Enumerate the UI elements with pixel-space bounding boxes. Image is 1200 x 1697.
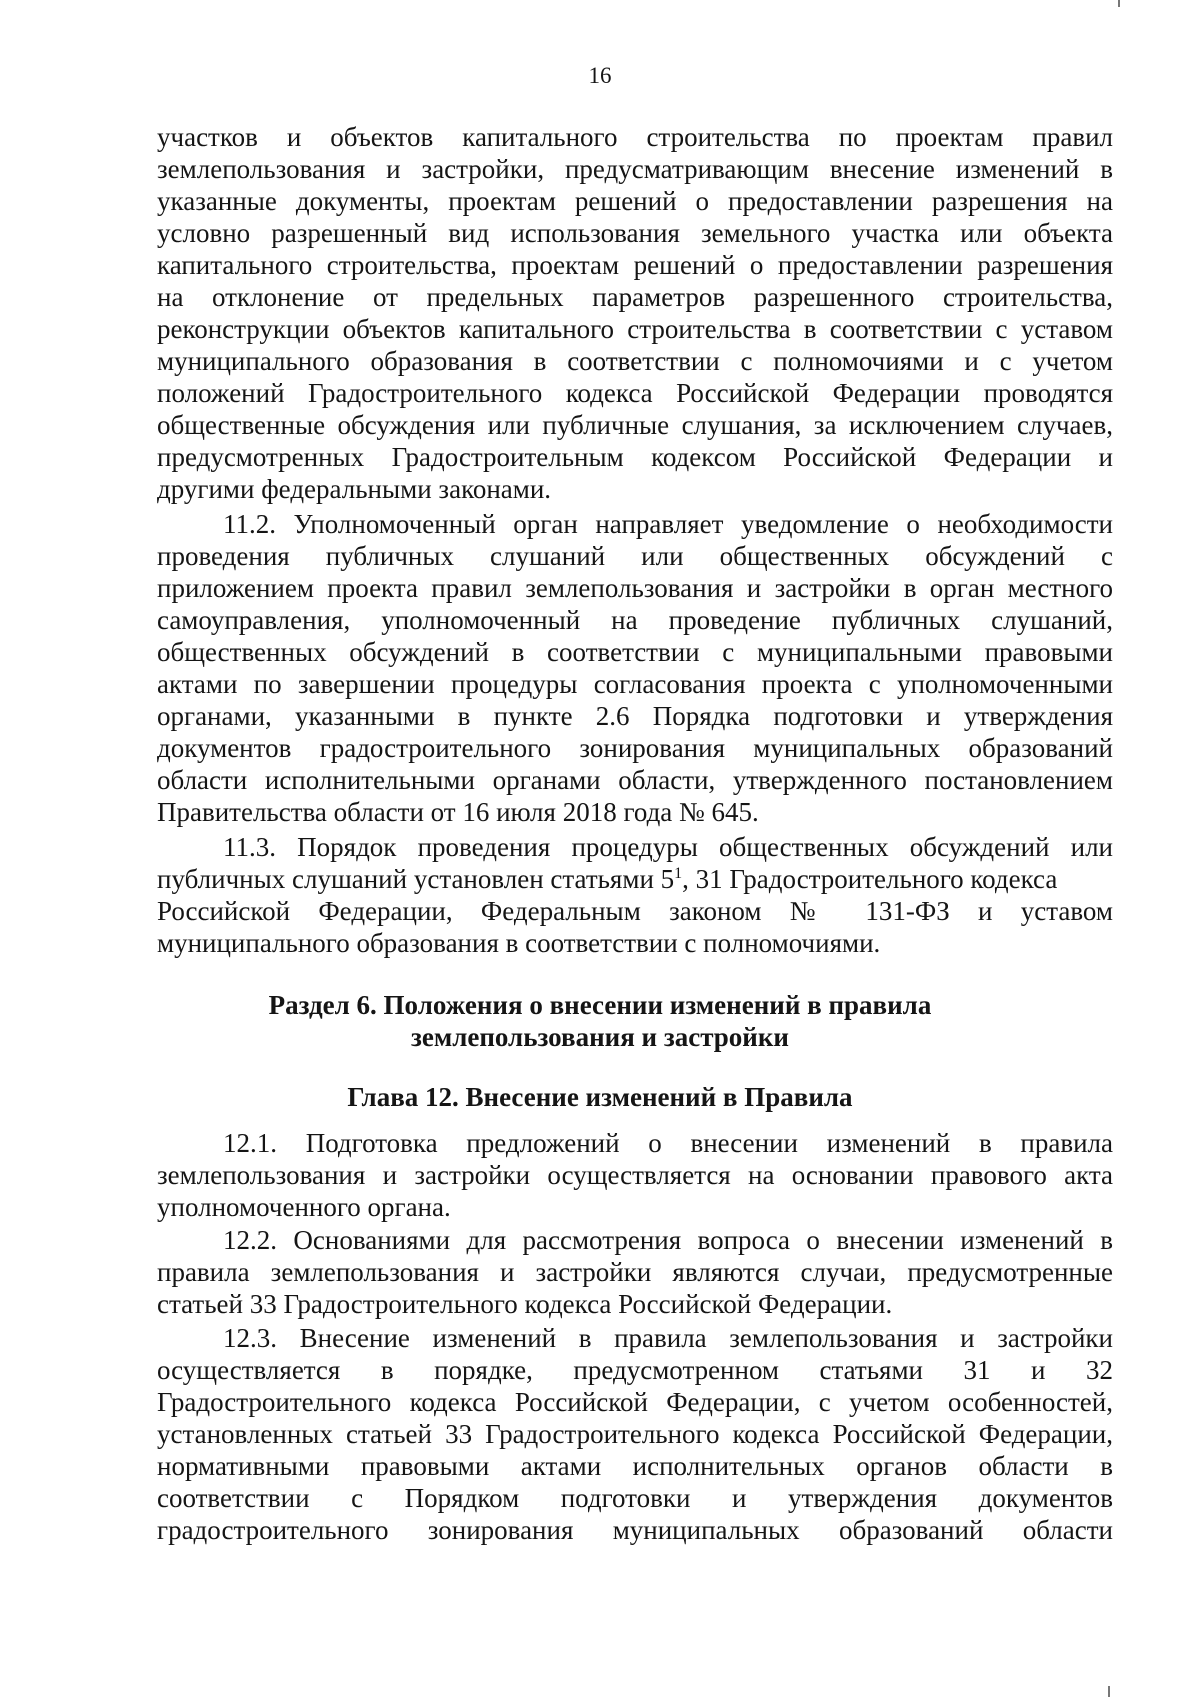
text-line: на отклонение от предельных параметров разрешенного строительства, — [157, 282, 1113, 312]
text-line: другими федеральными законами. — [157, 474, 552, 504]
text-line: области исполнительными органами области, утвержденного постановлением — [157, 765, 1113, 795]
text-line: самоуправления, уполномоченный на проведение публичных слушаний, — [157, 605, 1113, 635]
text-line: органами, указанными в пункте 2.6 Порядка подготовки и утверждения — [157, 701, 1113, 731]
text-line: документов градостроительного зонирования муниципальных образований — [157, 733, 1113, 763]
section-heading-line-1: Раздел 6. Положения о внесении изменений в правила — [268, 990, 932, 1020]
text-line: муниципального образования в соответствии с полномочиями и с учетом — [157, 346, 1113, 376]
chapter-heading: Глава 12. Внесение изменений в Правила — [347, 1082, 853, 1112]
text-line: муниципального образования в соответствии с полномочиями. — [157, 928, 881, 958]
text-line: приложением проекта правил землепользования и застройки в орган местного — [157, 573, 1113, 603]
superscript-index: 1 — [674, 865, 683, 882]
text-line: статьей 33 Градостроительного кодекса Российской Федерации. — [157, 1289, 893, 1319]
text-line-with-superscript — [157, 863, 1113, 895]
text-line: Правительства области от 16 июля 2018 года № 645. — [157, 797, 759, 827]
text-line: землепользования и застройки, предусматривающим внесение изменений в — [157, 154, 1113, 184]
text-line: градостроительного зонирования муниципальных образований области — [157, 1515, 1113, 1545]
text-line: капитального строительства, проектам решений о предоставлении разрешения — [157, 250, 1113, 280]
text-line: 12.2. Основаниями для рассмотрения вопроса о внесении изменений в — [223, 1225, 1113, 1255]
text-line: предусмотренных Градостроительным кодексом Российской Федерации и — [157, 442, 1113, 472]
text-line: положений Градостроительного кодекса Российской Федерации проводятся — [157, 378, 1113, 408]
text-line: 11.2. Уполномоченный орган направляет уведомление о необходимости — [223, 509, 1113, 539]
text-line: правила землепользования и застройки являются случаи, предусмотренные — [157, 1257, 1113, 1287]
text-line: указанные документы, проектам решений о предоставлении разрешения на — [157, 186, 1113, 216]
text-line: установленных статьей 33 Градостроительного кодекса Российской Федерации, — [157, 1419, 1113, 1449]
text-line: Российской Федерации, Федеральным законом № 131-ФЗ и уставом — [157, 896, 1113, 926]
text-line: участков и объектов капитального строительства по проектам правил — [157, 122, 1113, 152]
scan-corner-mark-bottom — [1108, 1686, 1110, 1697]
text-line: 12.3. Внесение изменений в правила землепользования и застройки — [223, 1323, 1113, 1353]
text-segment: публичных слушаний установлен статьями 5 — [157, 864, 675, 894]
text-line: общественных обсуждений в соответствии с муниципальными правовыми — [157, 637, 1113, 667]
text-line: актами по завершении процедуры согласования проекта с уполномоченными — [157, 669, 1113, 699]
page-number: 16 — [588, 63, 612, 88]
section-heading-line-2: землепользования и застройки — [411, 1022, 789, 1052]
text-line: соответствии с Порядком подготовки и утверждения документов — [157, 1483, 1113, 1513]
text-line: проведения публичных слушаний или общественных обсуждений с — [157, 541, 1113, 571]
text-segment: , 31 Градостроительного кодекса — [682, 864, 1058, 894]
text-line: реконструкции объектов капитального строительства в соответствии с уставом — [157, 314, 1113, 344]
text-line: 11.3. Порядок проведения процедуры общественных обсуждений или — [223, 832, 1113, 862]
text-line: общественные обсуждения или публичные слушания, за исключением случаев, — [157, 410, 1113, 440]
text-line: Градостроительного кодекса Российской Федерации, с учетом особенностей, — [157, 1387, 1113, 1417]
text-line: 12.1. Подготовка предложений о внесении изменений в правила — [223, 1128, 1113, 1158]
text-line: условно разрешенный вид использования земельного участка или объекта — [157, 218, 1113, 248]
scan-corner-mark-top — [1118, 0, 1120, 7]
text-line: осуществляется в порядке, предусмотренном статьями 31 и 32 — [157, 1355, 1113, 1385]
text-line: уполномоченного органа. — [157, 1192, 451, 1222]
text-line: землепользования и застройки осуществляется на основании правового акта — [157, 1160, 1113, 1190]
text-line: нормативными правовыми актами исполнительных органов области в — [157, 1451, 1113, 1481]
